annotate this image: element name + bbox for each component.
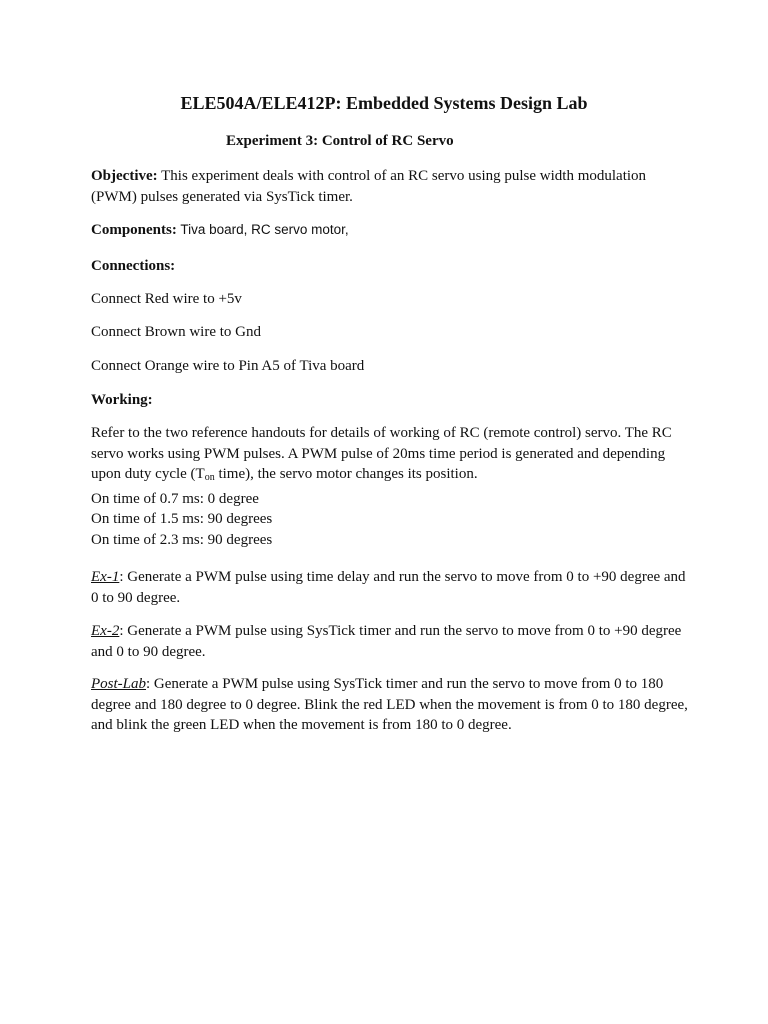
experiment-subtitle: Experiment 3: Control of RC Servo <box>226 133 454 149</box>
working-text-after: time), the servo motor changes its position. <box>214 466 478 482</box>
timing-line-2-3ms: On time of 2.3 ms: 90 degrees <box>91 531 273 548</box>
post-lab-label: Post-Lab <box>91 676 147 692</box>
post-lab-text: : Generate a PWM pulse using SysTick timer and run the servo to move from 0 to 180 degree and 180 degree to 0 degree. Blink the red LED when the movement is from 0 to 180 degree, and blink the green LED when the movement is from 180 to 0 degree. <box>91 676 688 733</box>
document-title: ELE504A/ELE412P: Embedded Systems Design Lab <box>180 93 588 113</box>
objective-label: Objective: <box>91 168 158 184</box>
objective-paragraph <box>91 166 691 207</box>
exercise-1-text: : Generate a PWM pulse using time delay and run the servo to move from 0 to +90 degree and 0 to 90 degree. <box>91 569 686 606</box>
exercise-2-label: Ex-2 <box>91 623 120 639</box>
working-text-before: Refer to the two reference handouts for details of working of RC (remote control) servo. The RC servo works using PWM pulses. A PWM pulse of 20ms time period is generated and depending upon duty cycle (T <box>91 425 672 482</box>
components-label: Components: <box>91 222 177 238</box>
exercise-1-label: Ex-1 <box>91 569 120 585</box>
working-section <box>91 423 691 550</box>
post-lab-paragraph <box>91 674 691 736</box>
working-subscript: on <box>204 472 215 483</box>
working-paragraph <box>91 423 691 489</box>
exercise-2-paragraph <box>91 621 691 662</box>
connection-item-orange: Connect Orange wire to Pin A5 of Tiva board <box>91 358 365 374</box>
exercise-1-paragraph <box>91 567 691 608</box>
connection-item-brown: Connect Brown wire to Gnd <box>91 324 261 340</box>
exercise-2-text: : Generate a PWM pulse using SysTick timer and run the servo to move from 0 to +90 degree and 0 to 90 degree. <box>91 623 682 660</box>
timing-line-1-5ms: On time of 1.5 ms: 90 degrees <box>91 511 273 527</box>
timing-line-0-7ms: On time of 0.7 ms: 0 degree <box>91 490 259 507</box>
working-heading: Working: <box>91 392 153 408</box>
connections-heading: Connections: <box>91 258 176 274</box>
components-text: Tiva board, RC servo motor, <box>176 222 349 237</box>
components-paragraph <box>91 220 691 241</box>
objective-text: This experiment deals with control of an RC servo using pulse width modulation (PWM) pulses generated via SysTick timer. <box>91 168 647 205</box>
connection-item-red: Connect Red wire to +5v <box>91 291 242 307</box>
